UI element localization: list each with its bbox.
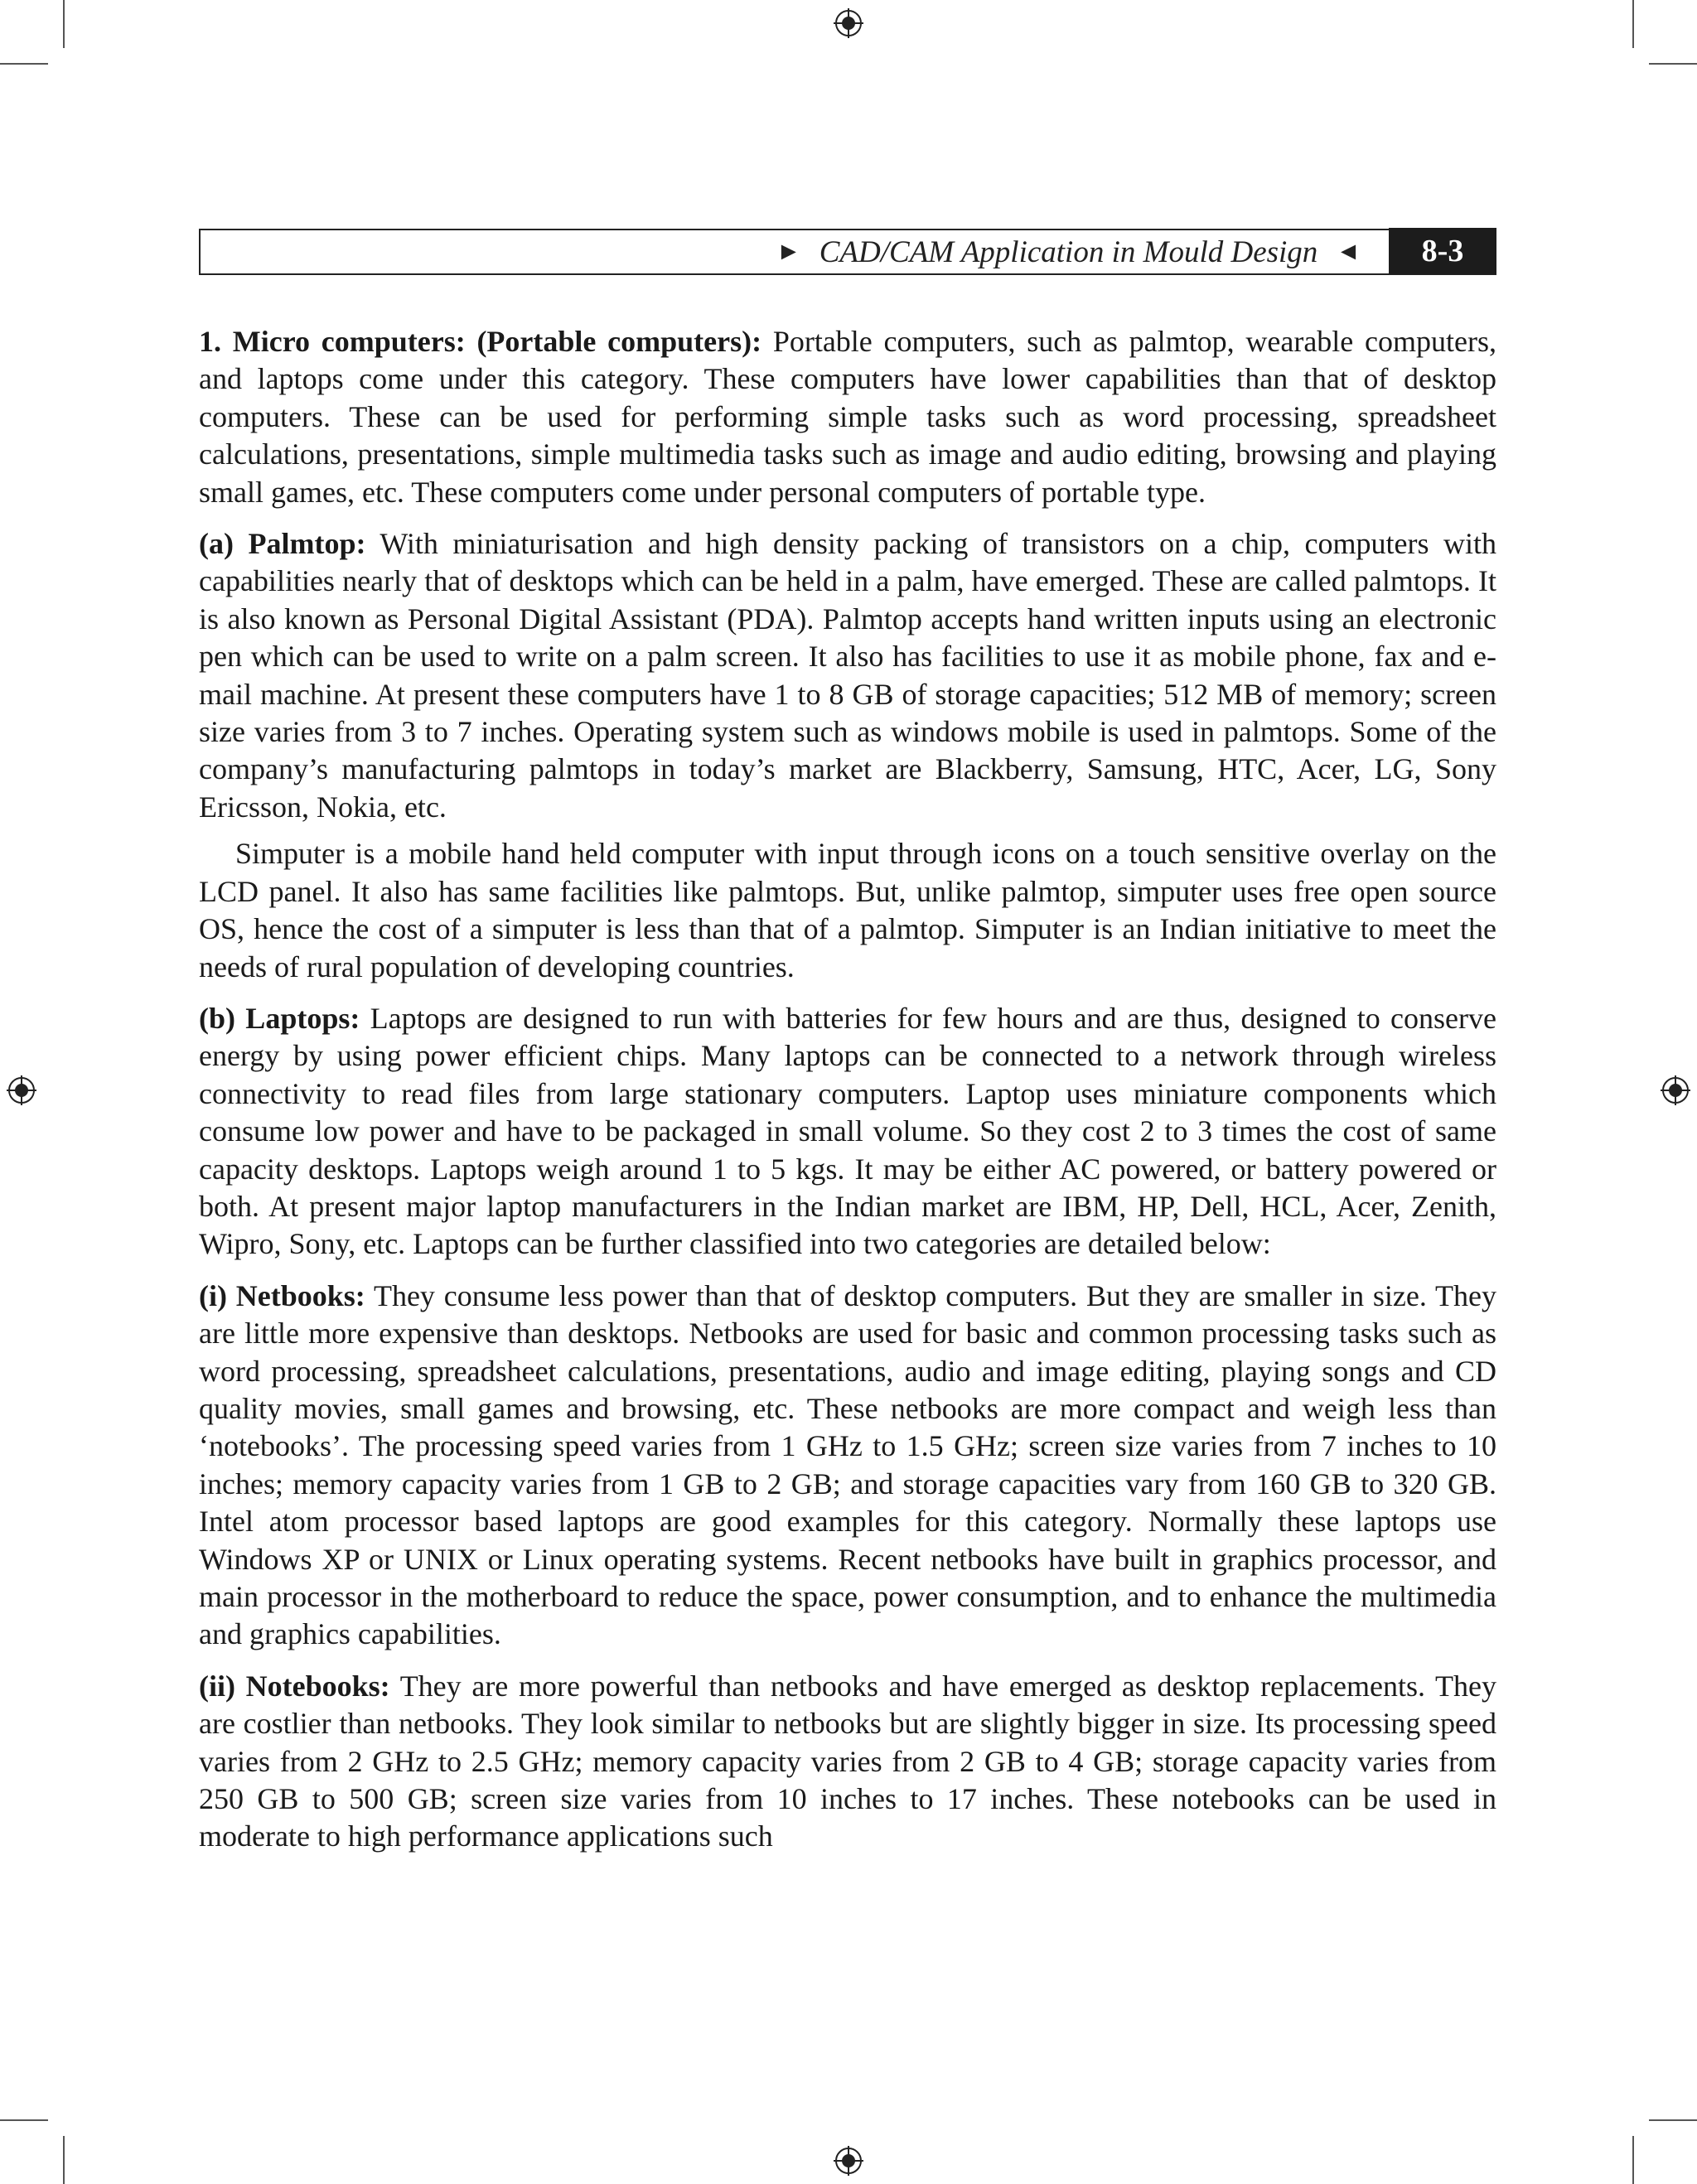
page-body (199, 323, 1496, 1870)
registration-mark-icon (1659, 1074, 1692, 1107)
paragraph-notebooks (199, 1668, 1496, 1856)
crop-mark (0, 2119, 48, 2121)
running-header (199, 229, 1496, 275)
registration-mark-icon (5, 1074, 38, 1107)
chapter-title-group (776, 234, 1361, 270)
paragraph-lead: (ii) Notebooks: (199, 1669, 390, 1703)
paragraph-netbooks (199, 1278, 1496, 1654)
paragraph-text: Laptops are designed to run with batteries for few hours and are thus, designed to conserve energy by using power efficient chips. Many laptops can be connected to a network through wireless connectivity to read files from large stationary computers. Laptop uses miniature components which consume low power and have to be packaged in small volume. So they cost 2 to 3 times the cost of same capacity desktops. Laptops weigh around 1 to 5 kgs. It may be either AC powered, or battery powered or both. At present major laptop manufacturers in the Indian market are IBM, HP, Dell, HCL, Acer, Zenith, Wipro, Sony, etc. Laptops can be further classified into two categories are detailed below: (199, 1001, 1496, 1261)
chapter-title: CAD/CAM Application in Mould Design (819, 234, 1318, 269)
crop-mark (1632, 0, 1634, 48)
right-triangle-icon: ► (776, 238, 801, 265)
crop-mark (63, 2136, 65, 2184)
paragraph-lead: (i) Netbooks: (199, 1278, 365, 1312)
registration-mark-icon (832, 7, 865, 40)
crop-mark (63, 0, 65, 48)
paragraph-text: Simputer is a mobile hand held computer with input through icons on a touch sensitive overlay on the LCD panel. It also has same facilities like palmtops. But, unlike palmtop, simputer uses free open source OS, hence the cost of a simputer is less than that of a palmtop. Simputer is an Indian initiative to meet the needs of rural population of developing countries. (199, 837, 1496, 983)
crop-mark (0, 63, 48, 65)
crop-mark (1649, 63, 1697, 65)
paragraph-text: With miniaturisation and high density packing of transistors on a chip, computers with capabilities nearly that of desktops which can be held in a palm, have emerged. These are called palmtops. It is also known as Personal Digital Assistant (PDA). Palmtop accepts hand written inputs using an electronic pen which can be used to write on a palm screen. It also has facilities to use it as mobile phone, fax and e-mail machine. At present these computers have 1 to 8 GB of storage capacities; 512 MB of memory; screen size varies from 3 to 7 inches. Operating system such as windows mobile is used in palmtops. Some of the company’s manufacturing palmtops in today’s market are Blackberry, Samsung, HTC, Acer, LG, Sony Ericsson, Nokia, etc. (199, 527, 1496, 824)
paragraph-lead: (b) Laptops: (199, 1001, 360, 1035)
paragraph-lead: 1. Micro computers: (Portable computers): (199, 325, 762, 358)
paragraph-text: Portable computers, such as palmtop, wearable computers, and laptops come under this category. These computers have lower capabilities than that of desktop computers. These can be used for performing simple tasks such as word processing, spreadsheet calculations, presentations, simple multimedia tasks such as image and audio editing, browsing and playing small games, etc. These computers come under personal computers of portable type. (199, 325, 1496, 509)
paragraph-lead: (a) Palmtop: (199, 527, 366, 561)
registration-mark-icon (832, 2144, 865, 2177)
paragraph-micro-computers (199, 323, 1496, 511)
crop-mark (1632, 2136, 1634, 2184)
paragraph-text: They consume less power than that of desktop computers. But they are smaller in size. They are little more expensive than desktops. Netbooks are used for basic and common processing tasks such as word processing, spreadsheet calculations, presentations, audio and image editing, playing songs and CD quality movies, small games and browsing, etc. These netbooks are more compact and weigh less than ‘notebooks’. The processing speed varies from 1 GHz to 1.5 GHz; screen size varies from 7 inches to 10 inches; memory capacity varies from 1 GB to 2 GB; and storage capacities vary from 160 GB to 320 GB. Intel atom processor based laptops are good examples for this category. Normally these laptops use Windows XP or UNIX or Linux operating systems. Recent netbooks have built in graphics processor, and main processor in the motherboard to reduce the space, power consumption, and to enhance the multimedia and graphics capabilities. (199, 1278, 1497, 1651)
paragraph-text: They are more powerful than netbooks and have emerged as desktop replacements. They are costlier than netbooks. They look similar to netbooks but are slightly bigger in size. Its processing speed varies from 2 GHz to 2.5 GHz; memory capacity varies from 2 GB to 4 GB; storage capacity varies from 250 GB to 500 GB; screen size varies from 10 inches to 17 inches. These notebooks can be used in moderate to high performance applications such (199, 1669, 1496, 1853)
paragraph-simputer (199, 835, 1496, 986)
page-number: 8-3 (1389, 228, 1496, 274)
paragraph-palmtop (199, 525, 1496, 826)
crop-mark (1649, 2119, 1697, 2121)
paragraph-laptops (199, 1000, 1496, 1264)
left-triangle-icon: ◄ (1336, 238, 1361, 265)
